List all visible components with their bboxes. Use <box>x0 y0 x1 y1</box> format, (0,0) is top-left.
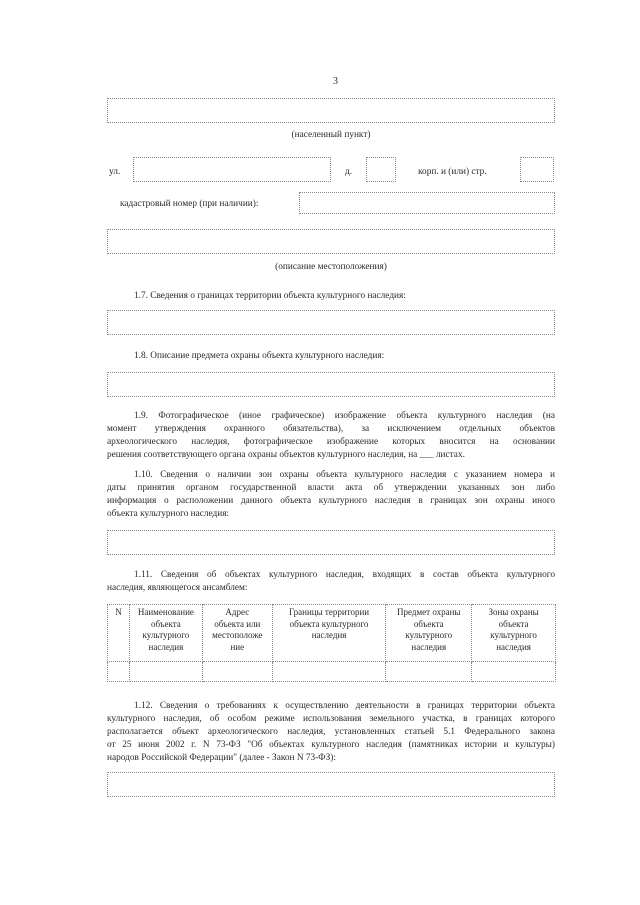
header-line: наследия <box>311 630 347 640</box>
building-field[interactable] <box>520 157 554 182</box>
section-1-11-text <box>107 569 555 595</box>
table-cell[interactable] <box>202 662 272 682</box>
section-1-12-text <box>107 700 555 765</box>
house-label: д. <box>345 167 353 177</box>
table-header-cell <box>472 605 556 662</box>
header-line: культурного <box>142 630 190 640</box>
section-1-12-line: 1.12. Сведения о требованиях к осуществлению деятельности в границах территории объекта <box>134 701 555 711</box>
section-1-9-line: 1.9. Фотографическое (иное графическое) изображение объекта культурного наследия (на <box>134 411 555 421</box>
territory-boundaries-field[interactable] <box>107 310 555 335</box>
section-1-12-line: культурного наследия, об особом режиме использования земельного участка, в границах которого <box>107 714 555 724</box>
header-line: объекта <box>498 618 529 629</box>
section-1-8-heading: 1.8. Описание предмета охраны объекта культурного наследия: <box>134 351 385 361</box>
section-1-7-heading: 1.7. Сведения о границах территории объекта культурного наследия: <box>134 291 406 301</box>
section-1-9-text <box>107 410 555 462</box>
table-header-cell <box>129 605 202 662</box>
page-number: 3 <box>333 76 338 87</box>
activity-requirements-field[interactable] <box>107 772 555 797</box>
settlement-field[interactable] <box>107 98 555 123</box>
table-header-cell <box>108 605 130 662</box>
table-cell[interactable] <box>108 662 130 682</box>
header-line: культурного <box>490 630 537 640</box>
table-header-row <box>108 605 556 662</box>
table-header-cell <box>202 605 272 662</box>
ensemble-objects-table <box>107 604 556 682</box>
table-cell[interactable] <box>472 662 556 682</box>
cadastral-label: кадастровый номер (при наличии): <box>120 199 259 209</box>
protection-subject-field[interactable] <box>107 372 555 397</box>
protection-zones-field[interactable] <box>107 530 555 555</box>
section-1-10-line: информация о расположении данного объекта культурного наследия в границах зон охраны иного <box>107 496 555 506</box>
building-label: корп. и (или) стр. <box>418 167 487 177</box>
header-line: культурного <box>405 630 453 640</box>
header-line: Наименование <box>137 607 194 617</box>
location-caption: (описание местоположения) <box>275 262 387 272</box>
section-1-9-line: момент утверждения охранного обязательства), за исключением отдельных объектов <box>107 424 555 434</box>
header-line: наследия <box>148 641 184 652</box>
cadastral-field[interactable] <box>299 192 555 214</box>
header-line: объекта <box>413 618 444 629</box>
section-1-9-line: решения соответствующего органа охраны объектов культурного наследия, на ___ листах. <box>107 450 465 460</box>
section-1-12-line: от 25 июня 2002 г. N 73-ФЗ "Об объектах культурного наследия (памятниках истории и культуры) <box>107 740 555 750</box>
table-cell[interactable] <box>272 662 386 682</box>
header-line: Адрес <box>225 607 250 617</box>
header-line: N <box>115 607 122 617</box>
house-field[interactable] <box>366 157 396 182</box>
header-line: объекта или <box>214 618 261 629</box>
section-1-9-line: археологического наследия, фотографическое изображение которых вносится на основании <box>107 437 555 447</box>
section-1-11-line: наследия, являющегося ансамблем: <box>107 583 248 593</box>
table-cell[interactable] <box>386 662 472 682</box>
table-row <box>108 662 556 682</box>
header-line: наследия <box>411 641 447 652</box>
header-line: местоположе <box>212 630 263 640</box>
header-line: Границы территории <box>289 607 370 617</box>
street-field[interactable] <box>133 157 331 182</box>
header-line: объекта культурного <box>289 618 369 629</box>
header-line: Предмет охраны <box>397 607 461 617</box>
section-1-10-line: даты принятия органом государственной власти акта об утверждении указанных зон либо <box>107 483 555 493</box>
header-line: Зоны охраны <box>488 607 539 617</box>
header-line: объекта <box>150 618 181 629</box>
header-line: ние <box>230 641 245 652</box>
location-field[interactable] <box>107 229 555 254</box>
header-line: наследия <box>496 641 531 652</box>
table-header-cell <box>386 605 472 662</box>
section-1-12-line: народов Российской Федерации" (далее - Закон N 73-ФЗ): <box>107 753 336 763</box>
table-header-cell <box>272 605 386 662</box>
section-1-10-text <box>107 469 555 521</box>
section-1-10-line: объекта культурного наследия: <box>107 509 230 519</box>
section-1-12-line: располагается объект археологического наследия, установленных статьей 5.1 Федерального закона <box>107 727 555 737</box>
table-cell[interactable] <box>129 662 202 682</box>
section-1-10-line: 1.10. Сведения о наличии зон охраны объекта культурного наследия с указанием номера и <box>134 470 555 480</box>
street-label: ул. <box>109 167 121 177</box>
settlement-caption: (населенный пункт) <box>291 130 371 140</box>
section-1-11-line: 1.11. Сведения об объектах культурного наследия, входящих в состав объекта культурного <box>134 570 555 580</box>
